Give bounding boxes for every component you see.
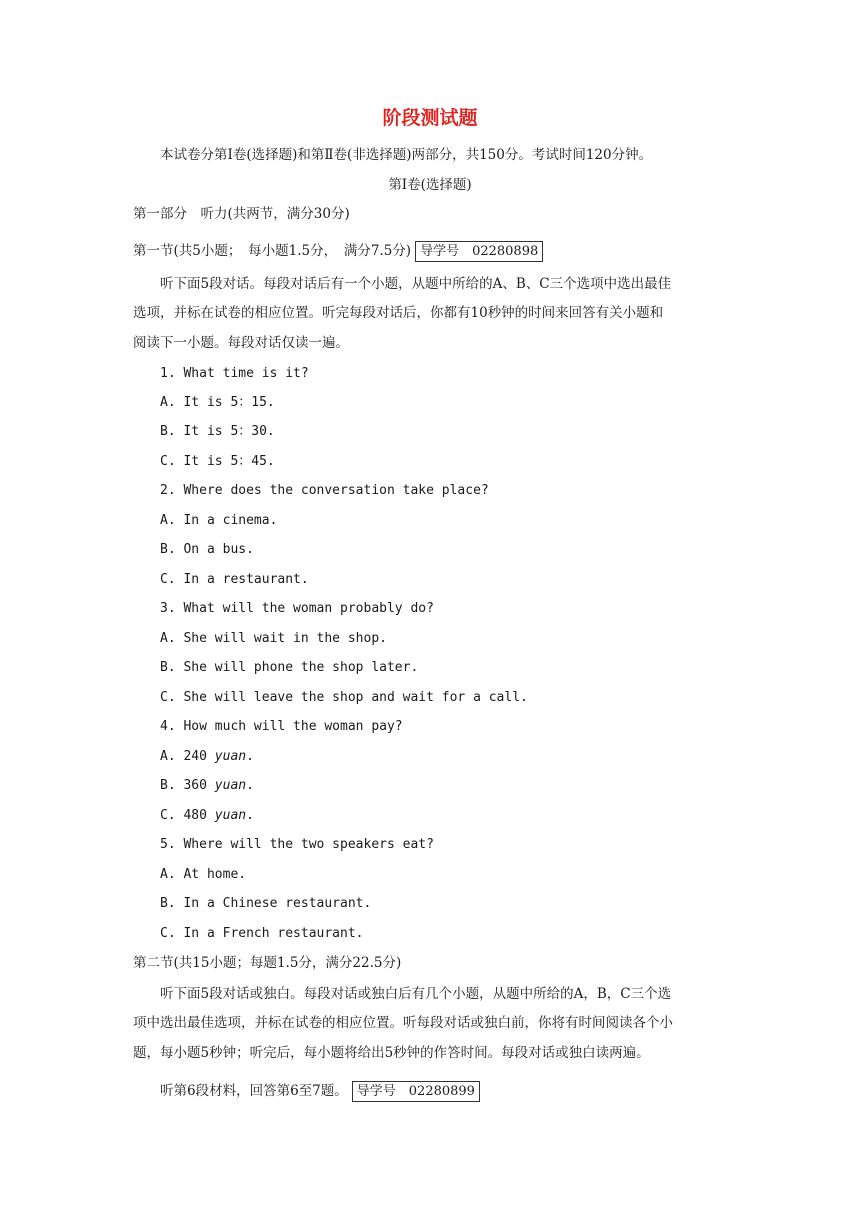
option-4a-unit: yuan xyxy=(214,749,247,764)
option-3a: A. She will wait in the shop. xyxy=(160,631,387,646)
option-4a xyxy=(160,748,254,766)
option-1b: B. It is 5：30. xyxy=(160,424,275,439)
section2-heading: 第二节(共15小题；每题1.5分，满分22.5分) xyxy=(133,955,402,971)
option-4b-unit: yuan xyxy=(214,778,247,793)
option-4b xyxy=(160,777,254,795)
option-5b: B. In a Chinese restaurant. xyxy=(160,896,372,911)
section2-instruction-line: 题，每小题5秒钟；听完后，每小题将给出5秒钟的作答时间。每段对话或独白读两遍。 xyxy=(133,1045,650,1061)
option-4a-prefix: A. 240 xyxy=(160,749,215,764)
section2-code-box: 导学号 02280899 xyxy=(352,1081,480,1102)
section2-instruction-line: 项中选出最佳选项，并标在试卷的相应位置。听每段对话或独白前，你将有时间阅读各个小 xyxy=(133,1015,673,1031)
section2-instruction-line: 听下面5段对话或独白。每段对话或独白后有几个小题，从题中所给的A，B，C三个选 xyxy=(160,986,672,1002)
option-1c: C. It is 5：45. xyxy=(160,454,275,469)
option-2c: C. In a restaurant. xyxy=(160,572,309,587)
section1-code-box: 导学号 02280898 xyxy=(415,241,543,262)
question-4: 4. How much will the woman pay? xyxy=(160,719,403,734)
section1-heading-row xyxy=(133,241,543,262)
intro-text: 本试卷分第Ⅰ卷(选择题)和第Ⅱ卷(非选择题)两部分，共150分。考试时间120分钟。 xyxy=(160,147,653,163)
question-3: 3. What will the woman probably do? xyxy=(160,601,434,616)
option-5a: A. At home. xyxy=(160,867,247,882)
option-4b-prefix: B. 360 xyxy=(160,778,215,793)
option-2a: A. In a cinema. xyxy=(160,513,278,528)
question-2: 2. Where does the conversation take place? xyxy=(160,483,489,498)
section1-instruction-line: 阅读下一小题。每段对话仅读一遍。 xyxy=(133,335,349,351)
option-4c xyxy=(160,807,254,825)
option-4c-prefix: C. 480 xyxy=(160,808,215,823)
section1-heading: 第一节(共5小题； 每小题1.5分， 满分7.5分) xyxy=(133,243,412,259)
question-1: 1. What time is it? xyxy=(160,366,309,381)
part1-heading: 第一部分 听力(共两节，满分30分) xyxy=(133,206,350,222)
section1-instruction-line: 听下面5段对话。每段对话后有一个小题，从题中所给的A、B、C三个选项中选出最佳 xyxy=(160,276,672,292)
option-5c: C. In a French restaurant. xyxy=(160,926,364,941)
option-4a-suffix: . xyxy=(246,749,254,764)
option-4c-unit: yuan xyxy=(214,808,247,823)
option-2b: B. On a bus. xyxy=(160,542,254,557)
section1-instruction-line: 选项，并标在试卷的相应位置。听完每段对话后，你都有10秒钟的时间来回答有关小题和 xyxy=(133,305,664,321)
option-4c-suffix: . xyxy=(246,808,254,823)
option-1a: A. It is 5：15. xyxy=(160,395,275,410)
material-6-text: 听第6段材料，回答第6至7题。 xyxy=(160,1083,348,1099)
page-title: 阶段测试题 xyxy=(382,107,478,129)
option-3b: B. She will phone the shop later. xyxy=(160,660,419,675)
option-3c: C. She will leave the shop and wait for a call. xyxy=(160,690,528,705)
material-6-row xyxy=(160,1081,480,1102)
option-4b-suffix: . xyxy=(246,778,254,793)
volume1-heading: 第Ⅰ卷(选择题) xyxy=(388,177,472,193)
question-5: 5. Where will the two speakers eat? xyxy=(160,837,434,852)
